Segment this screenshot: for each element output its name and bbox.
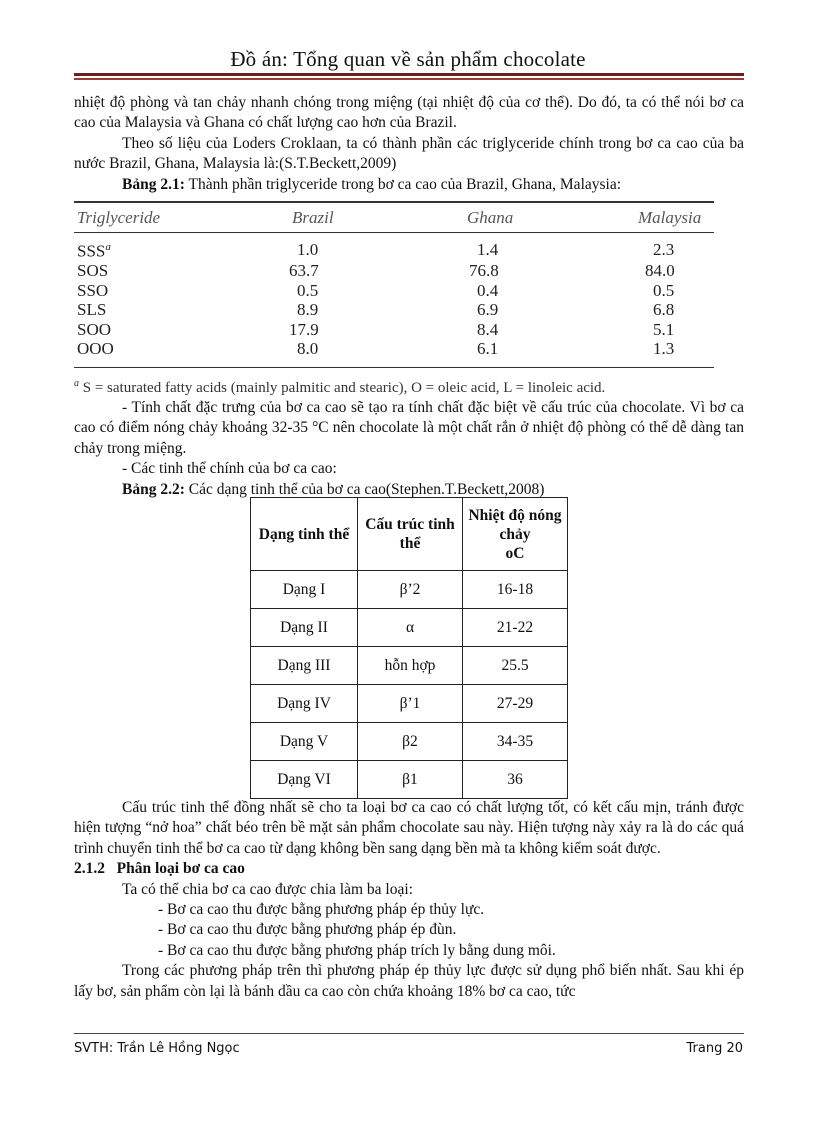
table1-cell: SLS <box>77 300 107 320</box>
section-number: 2.1.2 <box>74 860 105 878</box>
paragraph-2: Theo số liệu của Loders Croklaan, ta có thành phần các triglyceride chính trong bơ ca cao của ba nước Brazil, Ghana, Malaysia là:(S.T.Beckett,2009) <box>74 134 744 173</box>
paragraph-6: Ta có thể chia bơ ca cao được chia làm ba loại: <box>122 880 413 898</box>
mid-section <box>74 398 744 500</box>
table2-cell: β1 <box>358 761 463 799</box>
table1-cell: 5.1 <box>653 319 675 339</box>
table2-cell: 16-18 <box>463 571 568 609</box>
table1-cell: 8.9 <box>297 300 319 320</box>
table2-cell: 21-22 <box>463 609 568 647</box>
table1-cell: 63.7 <box>289 261 319 281</box>
table2-cell: β’1 <box>358 685 463 723</box>
table2-cell: 25.5 <box>463 647 568 685</box>
table-row <box>74 300 714 320</box>
table-row <box>74 261 714 281</box>
table1-sup-marker: a <box>105 241 111 253</box>
table2-caption-text: Các dạng tinh thể của bơ ca cao(Stephen.T.Beckett,2008) <box>184 480 545 498</box>
table-row <box>251 723 568 761</box>
intro-section <box>74 93 744 195</box>
crystal-forms-table <box>250 497 568 799</box>
table1-cell: SOS <box>77 261 109 281</box>
table2-cell: Dạng IV <box>251 685 358 723</box>
table1-bottom-rule <box>74 367 714 369</box>
table1-caption-text: Thành phần triglyceride trong bơ ca cao của Brazil, Ghana, Malaysia: <box>184 175 622 193</box>
footer-author: SVTH: Trần Lê Hồng Ngọc <box>74 1041 240 1056</box>
table1-cell: 0.5 <box>297 280 319 300</box>
table1-cell: 76.8 <box>469 261 499 281</box>
table1-header: Brazil <box>292 208 334 227</box>
table1-cell: 0.4 <box>477 280 499 300</box>
header-rule <box>74 73 744 76</box>
paragraph-7: Trong các phương pháp trên thì phương pháp ép thủy lực được sử dụng phổ biến nhất. Sau khi ép lấy bơ, sản phẩm còn lại là bánh dầu ca cao còn chứa khoảng 18% bơ ca cao, tức <box>74 962 744 1000</box>
table1-cell: 2.3 <box>653 239 675 259</box>
table2-cell: Dạng II <box>251 609 358 647</box>
table1-header: Malaysia <box>638 208 702 227</box>
table2-header-unit: oC <box>505 544 525 562</box>
table2-cell: 36 <box>463 761 568 799</box>
table1-caption-label: Bảng 2.1: <box>122 175 185 193</box>
table2-cell: 27-29 <box>463 685 568 723</box>
table1-cell: 84.0 <box>645 261 675 281</box>
list-item: - Bơ ca cao thu được bằng phương pháp trích ly bằng dung môi. <box>158 941 556 959</box>
section-title: Phân loại bơ ca cao <box>116 860 245 878</box>
table1-header-row <box>74 203 714 232</box>
table1-cell: 1.0 <box>297 239 319 259</box>
table1-cell: SSO <box>77 280 109 300</box>
table2-header: Dạng tinh thể <box>251 498 358 571</box>
table1-cell: 6.9 <box>477 300 499 320</box>
table-row <box>74 238 714 261</box>
table1-cell: 0.5 <box>653 280 675 300</box>
table2-header-text: Nhiệt độ nóng chảy <box>468 506 562 543</box>
table1-cell: SOO <box>77 319 112 339</box>
paragraph-3: - Tính chất đặc trưng của bơ ca cao sẽ tạo ra tính chất đặc biệt về cấu trúc của chocolate. Vì bơ ca cao có điểm nóng chảy khoảng 32-35 °C nên chocolate là một chất rắn ở nhiệt độ phòng có thể dễ dàng tan chảy trong miệng. <box>74 399 744 457</box>
footnote-sup-marker: a <box>74 378 79 389</box>
table1-cell: 1.3 <box>653 339 675 359</box>
table2-cell: Dạng VI <box>251 761 358 799</box>
table1-cell: 8.0 <box>297 339 319 359</box>
table1-cell: 8.4 <box>477 319 499 339</box>
table1-header: Ghana <box>467 208 514 227</box>
table1-footnote <box>74 378 605 397</box>
table-row <box>251 609 568 647</box>
footnote-text: S = saturated fatty acids (mainly palmitic and stearic), O = oleic acid, L = linoleic acid. <box>82 380 606 396</box>
table1-mid-rule <box>74 232 714 233</box>
table2-cell: hỗn hợp <box>358 647 463 685</box>
page-header-title: Đồ án: Tổng quan về sản phẩm chocolate <box>230 47 586 71</box>
list-item: - Bơ ca cao thu được bằng phương pháp ép đùn. <box>158 921 457 939</box>
footer-page-number: Trang 20 <box>686 1041 743 1056</box>
table2-cell: β’2 <box>358 571 463 609</box>
triglyceride-table <box>74 201 714 368</box>
paragraph-1: nhiệt độ phòng và tan chảy nhanh chóng trong miệng (tại nhiệt độ của cơ thể). Do đó, ta có thể nói bơ ca cao của Malaysia và Ghana có chất lượng cao hơn của Brazil. <box>74 94 744 132</box>
table1-cell: 17.9 <box>289 319 319 339</box>
section-heading <box>74 859 744 879</box>
table-row <box>74 281 714 301</box>
table1-caption <box>74 175 744 195</box>
table-row <box>74 320 714 340</box>
table2-cell: β2 <box>358 723 463 761</box>
table1-cell: 6.8 <box>653 300 675 320</box>
table2-cell: Dạng III <box>251 647 358 685</box>
table1-header: Triglyceride <box>77 208 161 227</box>
table1-cell: 6.1 <box>477 339 499 359</box>
header-rule-secondary <box>74 78 744 80</box>
table-row <box>251 571 568 609</box>
table1-cell: OOO <box>77 339 114 359</box>
table1-cell: 1.4 <box>477 239 499 259</box>
table2-cell: 34-35 <box>463 723 568 761</box>
table2-cell: Dạng V <box>251 723 358 761</box>
table-row <box>251 685 568 723</box>
table-row <box>74 339 714 359</box>
table1-cell: SSS <box>77 241 106 261</box>
paragraph-4: - Các tinh thể chính của bơ ca cao: <box>122 460 337 478</box>
after-section <box>74 798 744 1002</box>
table-row <box>251 647 568 685</box>
table2-cell: Dạng I <box>251 571 358 609</box>
table-row <box>251 761 568 799</box>
list-item: - Bơ ca cao thu được bằng phương pháp ép thủy lực. <box>158 901 485 919</box>
footer-rule <box>74 1033 744 1034</box>
table2-header <box>463 498 568 571</box>
table2-cell: α <box>358 609 463 647</box>
table2-caption-label: Bảng 2.2: <box>122 480 185 498</box>
table2-header-row <box>251 498 568 571</box>
table2-header: Cấu trúc tinh thể <box>358 498 463 571</box>
paragraph-5: Cấu trúc tinh thể đồng nhất sẽ cho ta loại bơ ca cao có chất lượng tốt, có kết cấu mịn, tránh được hiện tượng “nở hoa” chất béo trên bề mặt sản phẩm chocolate sau này. Hiện tượng này xảy ra là do các quá trình chuyển tinh thể bơ ca cao từ dạng không bền sang dạng bền mà ta không kiểm soát được. <box>74 799 744 857</box>
